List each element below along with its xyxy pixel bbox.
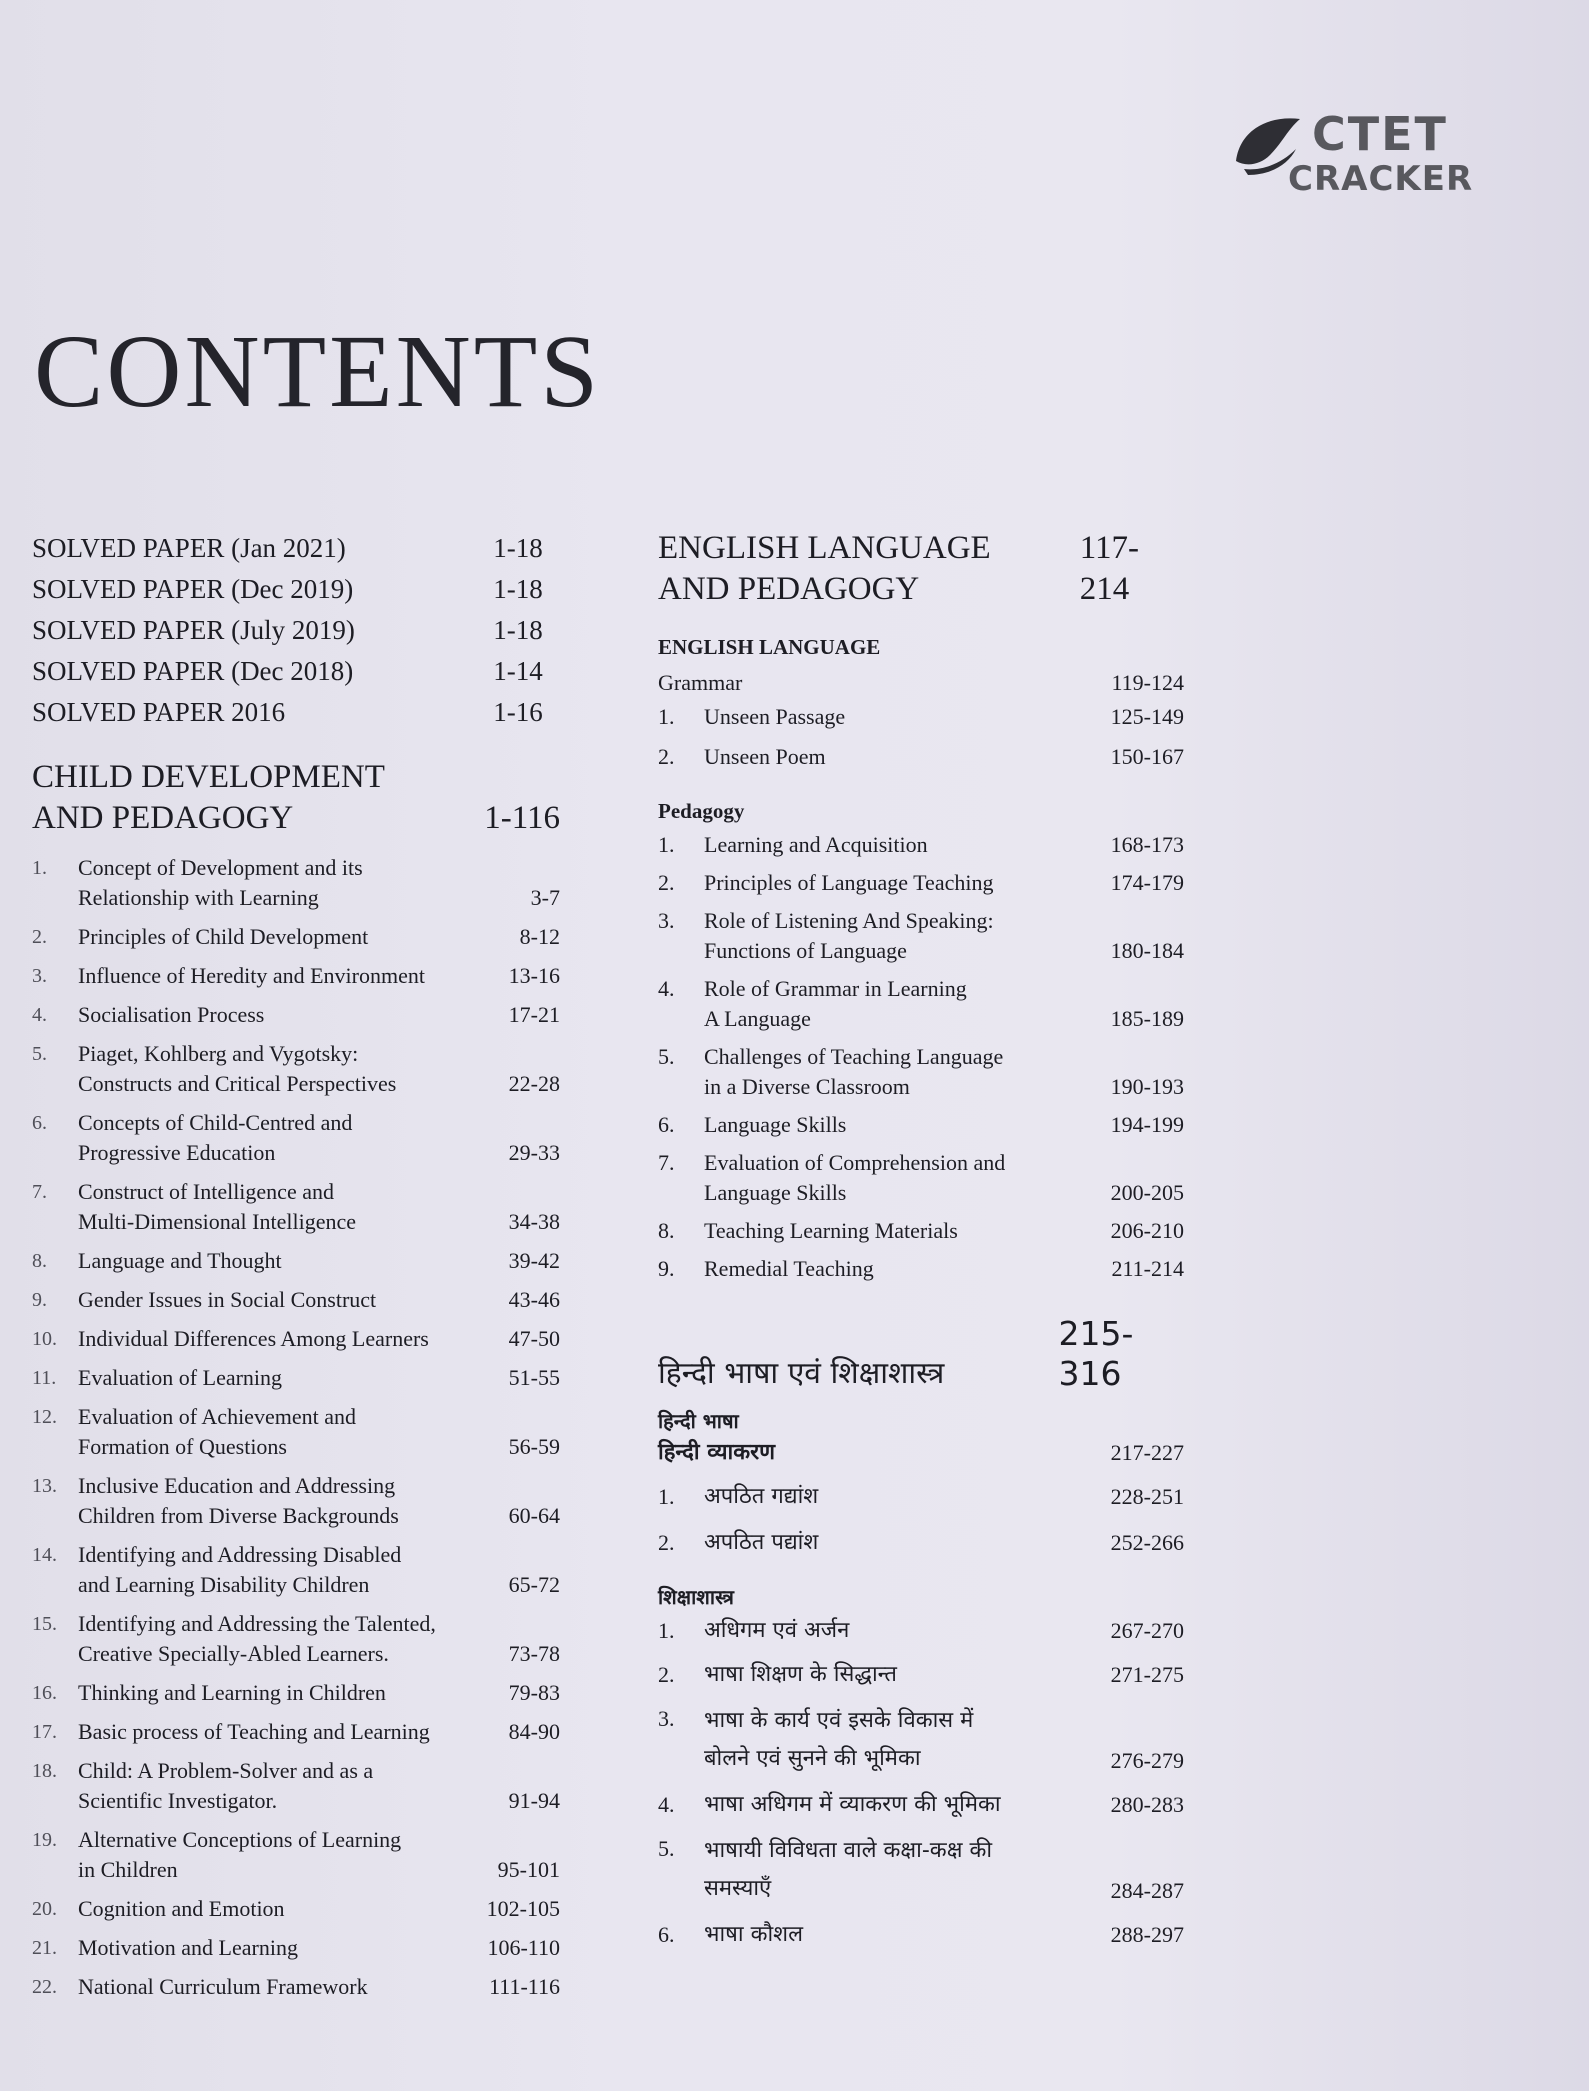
- solved-paper-row[interactable]: [32, 651, 560, 692]
- chapter-title: Cognition and Emotion: [78, 1896, 285, 1921]
- chapter-number: 1.: [32, 857, 47, 879]
- chapter-row[interactable]: [32, 1402, 560, 1471]
- chapter-pages: 284-287: [1110, 1878, 1184, 1903]
- section-title: हिन्दी भाषा एवं शिक्षाशास्त्र: [658, 1356, 945, 1391]
- hindi-language-chapters: [658, 1480, 1184, 1568]
- chapter-pages: 39-42: [508, 1248, 560, 1273]
- chapter-row[interactable]: [32, 1972, 560, 2011]
- solved-paper-row[interactable]: [32, 610, 560, 651]
- chapter-pages: 252-266: [1110, 1530, 1184, 1555]
- chapter-number: 3.: [658, 1706, 675, 1731]
- chapter-pages: 3-7: [530, 885, 560, 910]
- chapter-row[interactable]: [658, 742, 1184, 780]
- section-pages: 1-116: [484, 800, 560, 836]
- chapter-row[interactable]: [658, 1042, 1184, 1110]
- chapter-pages: 91-94: [508, 1788, 560, 1813]
- chapter-title: Learning and Acquisition: [704, 832, 928, 857]
- chapter-title: अधिगम एवं अर्जन: [704, 1618, 850, 1643]
- hindi-pedagogy-subheading: शिक्षाशास्त्र: [658, 1585, 734, 1609]
- vyakaran-label: हिन्दी व्याकरण: [658, 1440, 775, 1465]
- chapter-number: 3.: [658, 908, 675, 933]
- chapter-pages: 185-189: [1110, 1006, 1184, 1031]
- chapter-pages: 51-55: [508, 1365, 560, 1390]
- chapter-title: भाषा के कार्य एवं इसके विकास में बोलने एवं सुनने की भूमिका: [704, 1708, 974, 1771]
- chapter-pages: 168-173: [1110, 832, 1184, 857]
- chapter-row[interactable]: [32, 853, 560, 922]
- grammar-row[interactable]: [658, 668, 1184, 698]
- chapter-pages: 150-167: [1110, 744, 1184, 769]
- chapter-row[interactable]: [658, 1788, 1184, 1832]
- chapter-row[interactable]: [32, 1363, 560, 1402]
- chapter-number: 7.: [32, 1181, 47, 1203]
- chapter-title: Identifying and Addressing the Talented, Creative Specially-Abled Learners.: [78, 1611, 436, 1666]
- solved-paper-row[interactable]: [32, 528, 560, 569]
- chapter-title: Role of Grammar in Learning A Language: [704, 976, 967, 1031]
- logo-cracker-text: CRACKER: [1288, 159, 1474, 199]
- chapter-row[interactable]: [32, 1933, 560, 1972]
- chapter-title: Influence of Heredity and Environment: [78, 963, 425, 988]
- chapter-row[interactable]: [658, 1148, 1184, 1216]
- chapter-pages: 34-38: [508, 1209, 560, 1234]
- chapter-number: 2.: [658, 744, 675, 769]
- chapter-row[interactable]: [658, 1614, 1184, 1658]
- chapter-pages: 125-149: [1110, 704, 1184, 729]
- chapter-number: 9.: [32, 1289, 47, 1311]
- chapter-title: Identifying and Addressing Disabled and Learning Disability Children: [78, 1542, 402, 1597]
- chapter-row[interactable]: [32, 1285, 560, 1324]
- chapter-title: Unseen Passage: [704, 704, 846, 729]
- chapter-number: 18.: [32, 1760, 57, 1782]
- chapter-row[interactable]: [32, 1609, 560, 1678]
- chapter-number: 1.: [658, 704, 675, 729]
- chapter-number: 9.: [658, 1256, 675, 1281]
- chapter-pages: 22-28: [508, 1071, 560, 1096]
- chapter-title: Thinking and Learning in Children: [78, 1680, 386, 1705]
- chapter-pages: 190-193: [1110, 1074, 1184, 1099]
- chapter-number: 2.: [658, 1662, 675, 1687]
- chapter-pages: 60-64: [508, 1503, 560, 1528]
- chapter-pages: 84-90: [508, 1719, 560, 1744]
- chapter-row[interactable]: [658, 702, 1184, 742]
- chapter-pages: 180-184: [1110, 938, 1184, 963]
- chapter-number: 6.: [658, 1922, 675, 1947]
- chapter-number: 16.: [32, 1682, 57, 1704]
- chapter-title: Inclusive Education and Addressing Children from Diverse Backgrounds: [78, 1473, 399, 1528]
- chapter-number: 4.: [658, 976, 675, 1001]
- chapter-row[interactable]: [32, 1678, 560, 1717]
- chapter-pages: 106-110: [487, 1935, 560, 1960]
- grammar-label: Grammar: [658, 670, 743, 695]
- solved-paper-label: SOLVED PAPER 2016: [32, 697, 286, 727]
- chapter-pages: 271-275: [1110, 1662, 1184, 1687]
- logo-ctet-text: CTET: [1312, 107, 1448, 161]
- chapter-title: Unseen Poem: [704, 744, 826, 769]
- chapter-number: 10.: [32, 1328, 57, 1350]
- chapter-pages: 17-21: [508, 1002, 560, 1027]
- chapter-pages: 65-72: [508, 1572, 560, 1597]
- chapter-title: Gender Issues in Social Construct: [78, 1287, 377, 1312]
- chapter-title: Child: A Problem-Solver and as a Scientific Investigator.: [78, 1758, 374, 1813]
- chapter-row[interactable]: [658, 830, 1184, 868]
- chapter-number: 22.: [32, 1976, 57, 1998]
- solved-paper-pages: 1-14: [493, 656, 543, 686]
- chapter-pages: 95-101: [497, 1857, 560, 1882]
- chapter-title: Principles of Child Development: [78, 924, 369, 949]
- solved-paper-row[interactable]: [32, 569, 560, 610]
- chapter-number: 2.: [658, 1530, 675, 1555]
- solved-paper-label: SOLVED PAPER (Dec 2019): [32, 574, 354, 604]
- chapter-pages: 267-270: [1110, 1618, 1184, 1643]
- solved-paper-pages: 1-18: [493, 533, 543, 563]
- section-pages: 117-214: [1079, 530, 1140, 607]
- chapter-title: Concepts of Child-Centred and Progressive Education: [78, 1110, 353, 1165]
- chapter-number: 15.: [32, 1613, 57, 1635]
- english-pedagogy-chapters: [658, 830, 1184, 1292]
- child-development-chapters: [32, 853, 560, 2011]
- chapter-number: 8.: [32, 1250, 47, 1272]
- chapter-title: Language and Thought: [78, 1248, 282, 1273]
- ctet-cracker-logo: [1230, 105, 1480, 205]
- chapter-row[interactable]: [658, 1702, 1184, 1788]
- chapter-row[interactable]: [32, 1894, 560, 1933]
- chapter-title: भाषा शिक्षण के सिद्धान्त: [704, 1662, 897, 1687]
- chapter-row[interactable]: [658, 906, 1184, 974]
- chapter-pages: 79-83: [508, 1680, 560, 1705]
- chapter-number: 4.: [32, 1004, 47, 1026]
- chapter-title: National Curriculum Framework: [78, 1974, 368, 1999]
- chapter-number: 5.: [658, 1044, 675, 1069]
- chapter-row[interactable]: [658, 1110, 1184, 1148]
- chapter-pages: 47-50: [508, 1326, 560, 1351]
- chapter-row[interactable]: [658, 1216, 1184, 1254]
- chapter-pages: 102-105: [486, 1896, 560, 1921]
- chapter-row[interactable]: [658, 974, 1184, 1042]
- chapter-title: Motivation and Learning: [78, 1935, 298, 1960]
- chapter-number: 5.: [658, 1836, 675, 1861]
- chapter-pages: 13-16: [508, 963, 560, 988]
- chapter-title: Role of Listening And Speaking: Functions of Language: [704, 908, 994, 963]
- chapter-pages: 174-179: [1110, 870, 1184, 895]
- chapter-number: 2.: [658, 870, 675, 895]
- section-title: CHILD DEVELOPMENT AND PEDAGOGY: [32, 759, 385, 836]
- chapter-title: Challenges of Teaching Language in a Diverse Classroom: [704, 1044, 1004, 1099]
- solved-paper-pages: 1-16: [493, 697, 543, 727]
- chapter-row[interactable]: [658, 1832, 1184, 1918]
- chapter-title: Evaluation of Achievement and Formation of Questions: [78, 1404, 356, 1459]
- solved-papers-list: [32, 528, 560, 733]
- chapter-number: 13.: [32, 1475, 57, 1497]
- chapter-row[interactable]: [32, 1246, 560, 1285]
- chapter-row[interactable]: [32, 1108, 560, 1177]
- page-title: CONTENTS: [34, 314, 602, 429]
- chapter-title: अपठित गद्यांश: [704, 1484, 819, 1509]
- chapter-number: 1.: [658, 1484, 675, 1509]
- chapter-pages: 8-12: [519, 924, 560, 949]
- english-language-subheading: ENGLISH LANGUAGE: [658, 635, 881, 659]
- section-title: ENGLISH LANGUAGE AND PEDAGOGY: [658, 530, 991, 607]
- chapter-row[interactable]: [32, 961, 560, 1000]
- left-column: [32, 528, 560, 2011]
- chapter-pages: 111-116: [489, 1974, 560, 1999]
- chapter-title: Basic process of Teaching and Learning: [78, 1719, 430, 1744]
- chapter-row[interactable]: [32, 1000, 560, 1039]
- chapter-number: 7.: [658, 1150, 675, 1175]
- chapter-title: Individual Differences Among Learners: [78, 1326, 429, 1351]
- chapter-title: Language Skills: [704, 1112, 847, 1137]
- chapter-row[interactable]: [32, 1717, 560, 1756]
- chapter-row[interactable]: [32, 1177, 560, 1246]
- solved-paper-pages: 1-18: [493, 615, 543, 645]
- pedagogy-subheading: Pedagogy: [658, 799, 745, 823]
- chapter-row[interactable]: [658, 1658, 1184, 1702]
- chapter-title: Concept of Development and its Relationship with Learning: [78, 855, 363, 910]
- chapter-pages: 280-283: [1110, 1792, 1184, 1817]
- child-development-heading[interactable]: [32, 757, 560, 839]
- chapter-row[interactable]: [32, 1039, 560, 1108]
- chapter-title: Remedial Teaching: [704, 1256, 874, 1281]
- chapter-pages: 43-46: [508, 1287, 560, 1312]
- chapter-row[interactable]: [658, 1918, 1184, 1960]
- chapter-title: Alternative Conceptions of Learning in Children: [78, 1827, 402, 1882]
- chapter-row[interactable]: [32, 1540, 560, 1609]
- hindi-language-subheading: हिन्दी भाषा: [658, 1409, 739, 1433]
- chapter-row[interactable]: [32, 922, 560, 961]
- chapter-number: 20.: [32, 1898, 57, 1920]
- chapter-number: 2.: [32, 926, 47, 948]
- chapter-number: 5.: [32, 1043, 47, 1065]
- chapter-pages: 56-59: [508, 1434, 560, 1459]
- chapter-title: Principles of Language Teaching: [704, 870, 994, 895]
- chapter-title: Piaget, Kohlberg and Vygotsky: Constructs and Critical Perspectives: [78, 1041, 397, 1096]
- chapter-pages: 194-199: [1110, 1112, 1184, 1137]
- solved-paper-label: SOLVED PAPER (July 2019): [32, 615, 355, 645]
- chapter-title: Socialisation Process: [78, 1002, 265, 1027]
- chapter-pages: 200-205: [1110, 1180, 1184, 1205]
- chapter-number: 3.: [32, 965, 47, 987]
- chapter-title: Evaluation of Comprehension and Language Skills: [704, 1150, 1006, 1205]
- chapter-number: 6.: [32, 1112, 47, 1134]
- vyakaran-pages: 217-227: [1110, 1440, 1184, 1465]
- chapter-title: भाषा अधिगम में व्याकरण की भूमिका: [704, 1792, 1001, 1817]
- hindi-vyakaran-row[interactable]: [658, 1436, 1184, 1470]
- section-pages: 215-316: [1058, 1314, 1134, 1393]
- chapter-title: Construct of Intelligence and Multi-Dimensional Intelligence: [78, 1179, 356, 1234]
- chapter-pages: 29-33: [508, 1140, 560, 1165]
- chapter-number: 4.: [658, 1792, 675, 1817]
- chapter-title: Evaluation of Learning: [78, 1365, 283, 1390]
- chapter-number: 19.: [32, 1829, 57, 1851]
- solved-paper-pages: 1-18: [493, 574, 543, 604]
- chapter-row[interactable]: [658, 1254, 1184, 1292]
- right-column: [658, 528, 1184, 1960]
- chapter-number: 8.: [658, 1218, 675, 1243]
- chapter-pages: 288-297: [1110, 1922, 1184, 1947]
- chapter-row[interactable]: [658, 1480, 1184, 1526]
- hindi-section-heading[interactable]: [658, 1314, 1184, 1394]
- chapter-title: भाषा कौशल: [704, 1922, 804, 1947]
- chapter-title: भाषायी विविधता वाले कक्षा-कक्ष की समस्याएँ: [704, 1838, 993, 1901]
- chapter-title: अपठित पद्यांश: [704, 1530, 819, 1555]
- chapter-row[interactable]: [658, 868, 1184, 906]
- chapter-number: 14.: [32, 1544, 57, 1566]
- chapter-number: 6.: [658, 1112, 675, 1137]
- english-language-chapters: [658, 702, 1184, 780]
- grammar-pages: 119-124: [1111, 670, 1184, 695]
- chapter-row[interactable]: [32, 1825, 560, 1894]
- chapter-row[interactable]: [32, 1756, 560, 1825]
- chapter-title: Teaching Learning Materials: [704, 1218, 958, 1243]
- chapter-number: 1.: [658, 1618, 675, 1643]
- english-section-heading[interactable]: [658, 528, 1184, 610]
- solved-paper-row[interactable]: [32, 692, 560, 733]
- chapter-row[interactable]: [32, 1324, 560, 1363]
- chapter-pages: 73-78: [508, 1641, 560, 1666]
- chapter-row[interactable]: [658, 1526, 1184, 1568]
- solved-paper-label: SOLVED PAPER (Dec 2018): [32, 656, 354, 686]
- chapter-number: 17.: [32, 1721, 57, 1743]
- chapter-number: 11.: [32, 1367, 57, 1389]
- chapter-number: 21.: [32, 1937, 57, 1959]
- chapter-pages: 276-279: [1110, 1748, 1184, 1773]
- chapter-pages: 228-251: [1110, 1484, 1184, 1509]
- solved-paper-label: SOLVED PAPER (Jan 2021): [32, 533, 346, 563]
- chapter-pages: 211-214: [1111, 1256, 1184, 1281]
- hindi-pedagogy-chapters: [658, 1614, 1184, 1960]
- chapter-number: 1.: [658, 832, 675, 857]
- chapter-pages: 206-210: [1110, 1218, 1184, 1243]
- chapter-number: 12.: [32, 1406, 57, 1428]
- chapter-row[interactable]: [32, 1471, 560, 1540]
